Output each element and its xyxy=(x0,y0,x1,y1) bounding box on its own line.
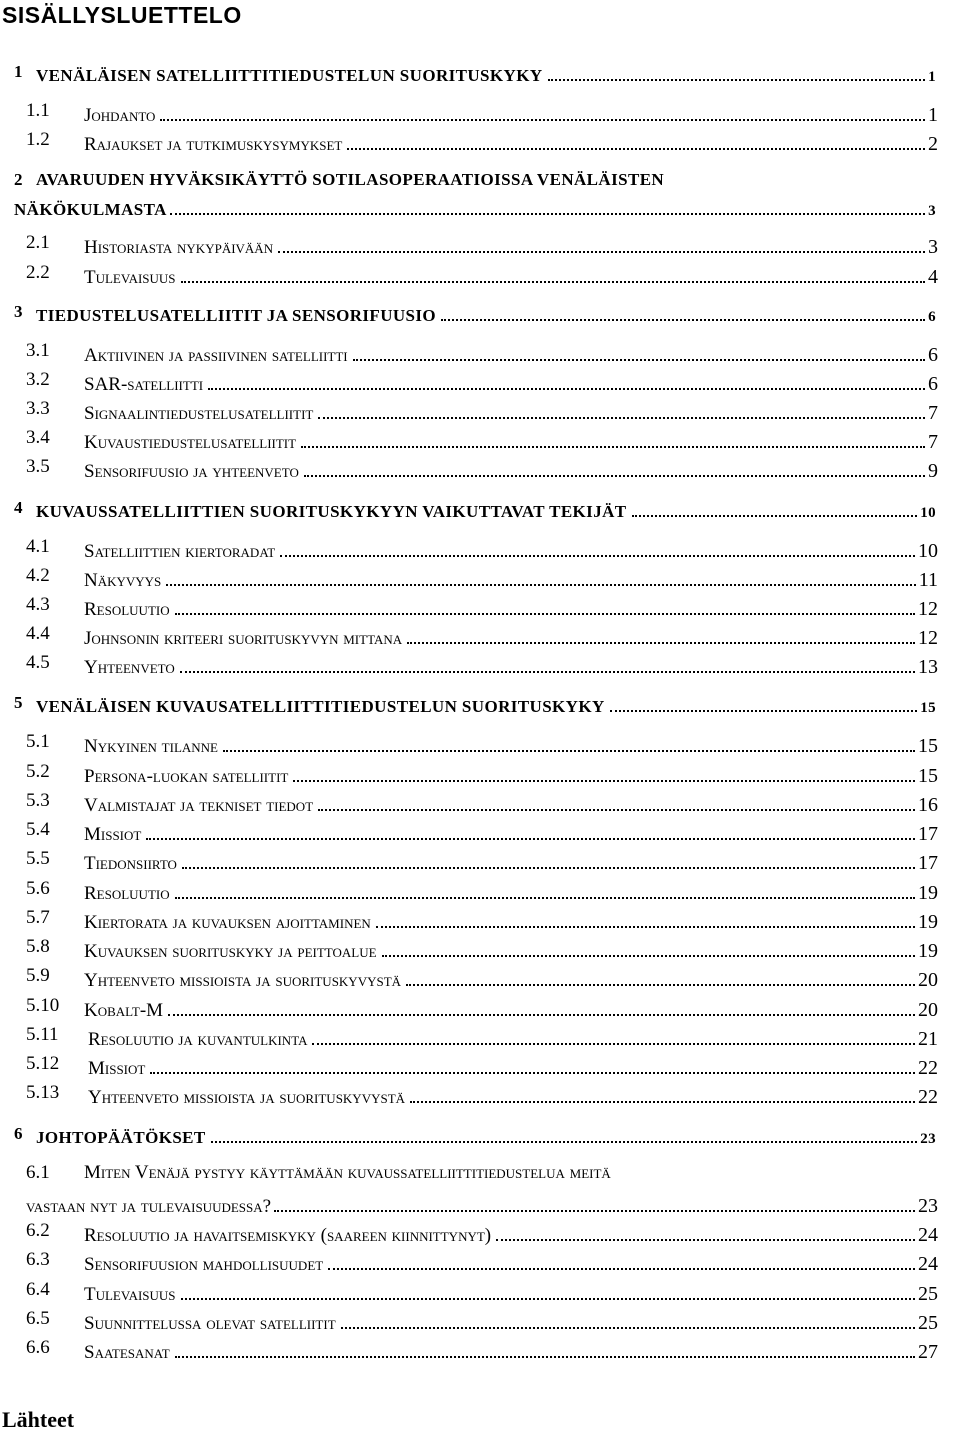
toc-number: 4 xyxy=(14,498,23,517)
toc-page: 22 xyxy=(918,1086,938,1108)
leader-dots xyxy=(441,302,925,321)
toc-label: Saatesanat xyxy=(84,1342,170,1363)
leader-dots xyxy=(347,129,925,150)
toc-page: 19 xyxy=(918,882,938,904)
leader-dots xyxy=(632,498,918,517)
toc-number: 5.2 xyxy=(26,761,50,782)
toc-chapter-3[interactable] xyxy=(0,302,960,332)
toc-number: 5.11 xyxy=(26,1024,59,1045)
toc-page: 15 xyxy=(920,700,936,716)
toc-label: Tulevaisuus xyxy=(84,1284,176,1305)
toc-page: 21 xyxy=(918,1028,938,1050)
leader-dots xyxy=(496,1220,915,1241)
toc-page: 7 xyxy=(928,431,938,453)
toc-label-continued: vastaan nyt ja tulevaisuudessa? xyxy=(26,1196,272,1217)
toc-label: Kuvaustiedustelusatelliitit xyxy=(84,432,297,453)
toc-label: KUVAUSSATELLIITTIEN SUORITUSKYKYYN VAIKUTTAVAT TEKIJÄT xyxy=(36,502,627,521)
leader-dots xyxy=(328,1249,915,1270)
leader-dots xyxy=(406,965,915,986)
toc-section-3-5[interactable] xyxy=(0,456,960,486)
toc-section-5-7[interactable] xyxy=(0,907,960,937)
toc-page: 1 xyxy=(928,104,938,126)
toc-section-5-11[interactable] xyxy=(0,1024,960,1054)
toc-number: 6.5 xyxy=(26,1308,50,1329)
toc-page: 13 xyxy=(918,656,938,678)
toc-page: 11 xyxy=(918,569,938,591)
toc-label: VENÄLÄISEN SATELLIITTITIEDUSTELUN SUORITUSKYKY xyxy=(36,66,543,85)
toc-number: 5.8 xyxy=(26,936,50,957)
toc-number: 2 xyxy=(14,170,23,189)
leader-dots xyxy=(166,565,915,586)
toc-section-3-2[interactable] xyxy=(0,369,960,399)
leader-dots xyxy=(318,790,915,811)
toc-number: 5 xyxy=(14,693,23,712)
toc-label: Johnsonin kriteeri suorituskyvyn mittana xyxy=(84,628,403,649)
leader-dots xyxy=(312,1024,915,1045)
toc-section-4-3[interactable] xyxy=(0,594,960,624)
toc-section-4-2[interactable] xyxy=(0,565,960,595)
toc-label: Tulevaisuus xyxy=(84,267,176,288)
page-title: SISÄLLYSLUETTELO xyxy=(2,2,242,28)
toc-number: 3.3 xyxy=(26,398,50,419)
leader-dots xyxy=(280,536,915,557)
toc-section-5-1[interactable] xyxy=(0,731,960,761)
toc-label: Suunnittelussa olevat satelliitit xyxy=(84,1313,336,1334)
leader-dots xyxy=(304,456,925,477)
toc-page: 2 xyxy=(928,133,938,155)
leader-dots xyxy=(341,1308,915,1329)
leader-dots xyxy=(301,427,925,448)
leader-dots xyxy=(168,995,915,1016)
toc-number: 6.2 xyxy=(26,1220,50,1241)
toc-number: 3.2 xyxy=(26,369,50,390)
toc-label: Aktiivinen ja passiivinen satelliitti xyxy=(84,345,348,366)
toc-number: 4.2 xyxy=(26,565,50,586)
toc-label: Signaalintiedustelusatelliitit xyxy=(84,403,314,424)
toc-section-3-3[interactable] xyxy=(0,398,960,428)
leader-dots xyxy=(180,652,915,673)
toc-section-5-13[interactable] xyxy=(0,1082,960,1112)
toc-label: Sensorifuusio ja yhteenveto xyxy=(84,461,299,482)
toc-page: 1 xyxy=(928,69,936,85)
leader-dots xyxy=(175,1337,915,1358)
toc-number: 1.1 xyxy=(26,100,50,121)
toc-label: TIEDUSTELUSATELLIITIT JA SENSORIFUUSIO xyxy=(36,306,437,325)
toc-label: Missiot xyxy=(88,1058,146,1079)
toc-label: Persona-luokan satelliitit xyxy=(84,766,289,787)
toc-label: Resoluutio xyxy=(84,883,170,904)
toc-label: Rajaukset ja tutkimuskysymykset xyxy=(84,134,343,155)
toc-number: 3.1 xyxy=(26,340,50,361)
toc-section-5-4[interactable] xyxy=(0,819,960,849)
leader-dots xyxy=(175,878,915,899)
toc-label: Kuvauksen suorituskyky ja peittoalue xyxy=(84,941,377,962)
sources-heading: Lähteet xyxy=(2,1407,75,1432)
toc-page: 17 xyxy=(918,852,938,874)
toc-section-4-4[interactable] xyxy=(0,623,960,653)
toc-number: 6.6 xyxy=(26,1337,50,1358)
toc-number: 4.5 xyxy=(26,652,50,673)
toc-label: VENÄLÄISEN KUVAUSATELLIITTITIEDUSTELUN SUORITUSKYKY xyxy=(36,697,605,716)
toc-page: 12 xyxy=(918,627,938,649)
toc-section-5-9[interactable] xyxy=(0,965,960,995)
toc-page: 12 xyxy=(918,598,938,620)
toc-section-3-4[interactable] xyxy=(0,427,960,457)
toc-label: Sensorifuusion mahdollisuudet xyxy=(84,1254,324,1275)
toc-label: Yhteenveto missioista ja suorituskyvystä xyxy=(88,1087,406,1108)
toc-number: 1 xyxy=(14,62,23,81)
leader-dots xyxy=(181,262,925,283)
toc-page: 4 xyxy=(928,266,938,288)
toc-page: 27 xyxy=(918,1341,938,1363)
leader-dots xyxy=(376,907,915,928)
toc-section-2-2[interactable] xyxy=(0,262,960,292)
toc-number: 5.6 xyxy=(26,878,50,899)
toc-number: 5.13 xyxy=(26,1082,60,1103)
toc-chapter-5[interactable] xyxy=(0,693,960,723)
toc-section-5-8[interactable] xyxy=(0,936,960,966)
leader-dots xyxy=(223,731,915,752)
toc-label: Tiedonsiirto xyxy=(84,853,177,874)
leader-dots xyxy=(150,1053,915,1074)
toc-number: 5.7 xyxy=(26,907,50,928)
toc-page: 9 xyxy=(928,460,938,482)
toc-page: 19 xyxy=(918,911,938,933)
leader-dots xyxy=(407,623,915,644)
toc-label: Johdanto xyxy=(84,105,156,126)
toc-label: AVARUUDEN HYVÄKSIKÄYTTÖ SOTILASOPERAATIOISSA VENÄLÄISTEN xyxy=(36,170,665,189)
leader-dots xyxy=(208,369,925,390)
leader-dots xyxy=(353,340,925,361)
toc-label: Yhteenveto missioista ja suorituskyvystä xyxy=(84,970,402,991)
toc-number: 4.1 xyxy=(26,536,50,557)
toc-page: 6 xyxy=(928,344,938,366)
toc-page: 15 xyxy=(918,765,938,787)
toc-section-4-5[interactable] xyxy=(0,652,960,682)
toc-section-6-3[interactable] xyxy=(0,1249,960,1279)
toc-number: 4.3 xyxy=(26,594,50,615)
toc-section-5-5[interactable] xyxy=(0,848,960,878)
toc-page: 7 xyxy=(928,402,938,424)
toc-label-continued: NÄKÖKULMASTA xyxy=(14,200,167,219)
toc-page: 23 xyxy=(920,1131,936,1147)
toc-number: 3 xyxy=(14,302,23,321)
toc-label: Historiasta nykypäivään xyxy=(84,237,274,258)
toc-chapter-2[interactable] xyxy=(0,170,960,226)
toc-number: 2.1 xyxy=(26,232,50,253)
toc-number: 6 xyxy=(14,1124,23,1143)
toc-label: Resoluutio ja havaitsemiskyky (saareen kiinnittynyt) xyxy=(84,1225,492,1246)
toc-label: Resoluutio ja kuvantulkinta xyxy=(88,1029,308,1050)
toc-number: 5.9 xyxy=(26,965,50,986)
toc-page: 16 xyxy=(918,794,938,816)
toc-label: Miten Venäjä pystyy käyttämään kuvaussatelliittitiedustelua meitä xyxy=(84,1162,611,1183)
leader-dots xyxy=(410,1082,915,1103)
toc-page: 3 xyxy=(928,236,938,258)
toc-section-6-4[interactable] xyxy=(0,1279,960,1309)
toc-label: Valmistajat ja tekniset tiedot xyxy=(84,795,314,816)
leader-dots xyxy=(293,761,915,782)
toc-chapter-1[interactable] xyxy=(0,62,960,92)
toc-chapter-4[interactable] xyxy=(0,498,960,528)
leader-dots xyxy=(170,196,925,215)
toc-section-5-12[interactable] xyxy=(0,1053,960,1083)
leader-dots xyxy=(318,398,925,419)
toc-section-2-1[interactable] xyxy=(0,232,960,262)
toc-number: 1.2 xyxy=(26,129,50,150)
toc-number: 5.4 xyxy=(26,819,50,840)
toc-page: 24 xyxy=(918,1224,938,1246)
toc-number: 5.5 xyxy=(26,848,50,869)
toc-section-4-1[interactable] xyxy=(0,536,960,566)
toc-label: Missiot xyxy=(84,824,142,845)
toc-label: Kobalt-M xyxy=(84,1000,164,1021)
toc-number: 3.5 xyxy=(26,456,50,477)
toc-label: Nykyinen tilanne xyxy=(84,736,218,757)
toc-page: 25 xyxy=(918,1283,938,1305)
toc-page: 6 xyxy=(928,373,938,395)
toc-chapter-6[interactable] xyxy=(0,1124,960,1154)
toc-section-5-10[interactable] xyxy=(0,995,960,1025)
toc-page: 20 xyxy=(918,969,938,991)
toc-page: 6 xyxy=(928,309,936,325)
toc-section-6-5[interactable] xyxy=(0,1308,960,1338)
leader-dots xyxy=(548,62,926,81)
toc-section-6-6[interactable] xyxy=(0,1337,960,1367)
leader-dots xyxy=(146,819,915,840)
toc-page: 15 xyxy=(918,735,938,757)
toc-page: 10 xyxy=(920,505,936,521)
toc-number: 4.4 xyxy=(26,623,50,644)
toc-number: 5.12 xyxy=(26,1053,60,1074)
toc-section-5-2[interactable] xyxy=(0,761,960,791)
toc-page: 24 xyxy=(918,1253,938,1275)
toc-page: 10 xyxy=(918,540,938,562)
toc-section-1-1[interactable] xyxy=(0,100,960,130)
toc-label: Satelliittien kiertoradat xyxy=(84,541,276,562)
leader-dots xyxy=(382,936,915,957)
toc-number: 6.3 xyxy=(26,1249,50,1270)
leader-dots xyxy=(175,594,915,615)
toc-label: SAR-satelliitti xyxy=(84,374,204,395)
toc-section-5-6[interactable] xyxy=(0,878,960,908)
toc-label: Yhteenveto xyxy=(84,657,175,678)
toc-section-1-2[interactable] xyxy=(0,129,960,159)
toc-page: 17 xyxy=(918,823,938,845)
leader-dots xyxy=(278,232,925,253)
leader-dots xyxy=(211,1124,918,1143)
toc-label: Kiertorata ja kuvauksen ajoittaminen xyxy=(84,912,371,933)
leader-dots xyxy=(160,100,925,121)
toc-page: 22 xyxy=(918,1057,938,1079)
toc-number: 5.3 xyxy=(26,790,50,811)
toc-label: Resoluutio xyxy=(84,599,170,620)
toc-section-5-3[interactable] xyxy=(0,790,960,820)
leader-dots xyxy=(181,1279,915,1300)
toc-page: 19 xyxy=(918,940,938,962)
toc-section-6-1[interactable] xyxy=(0,1162,960,1222)
leader-dots xyxy=(182,848,915,869)
toc-number: 5.10 xyxy=(26,995,60,1016)
leader-dots xyxy=(274,1191,915,1212)
toc-section-6-2[interactable] xyxy=(0,1220,960,1250)
toc-number: 6.4 xyxy=(26,1279,50,1300)
toc-number: 5.1 xyxy=(26,731,50,752)
toc-section-3-1[interactable] xyxy=(0,340,960,370)
toc-page: 23 xyxy=(918,1195,938,1217)
toc-page: 20 xyxy=(918,999,938,1021)
toc-number: 6.1 xyxy=(26,1162,50,1183)
toc-number: 2.2 xyxy=(26,262,50,283)
leader-dots xyxy=(610,693,918,712)
toc-label: JOHTOPÄÄTÖKSET xyxy=(36,1128,206,1147)
toc-number: 3.4 xyxy=(26,427,50,448)
toc-label: Näkyvyys xyxy=(84,570,162,591)
toc-page: 25 xyxy=(918,1312,938,1334)
toc-page: 3 xyxy=(928,203,936,219)
